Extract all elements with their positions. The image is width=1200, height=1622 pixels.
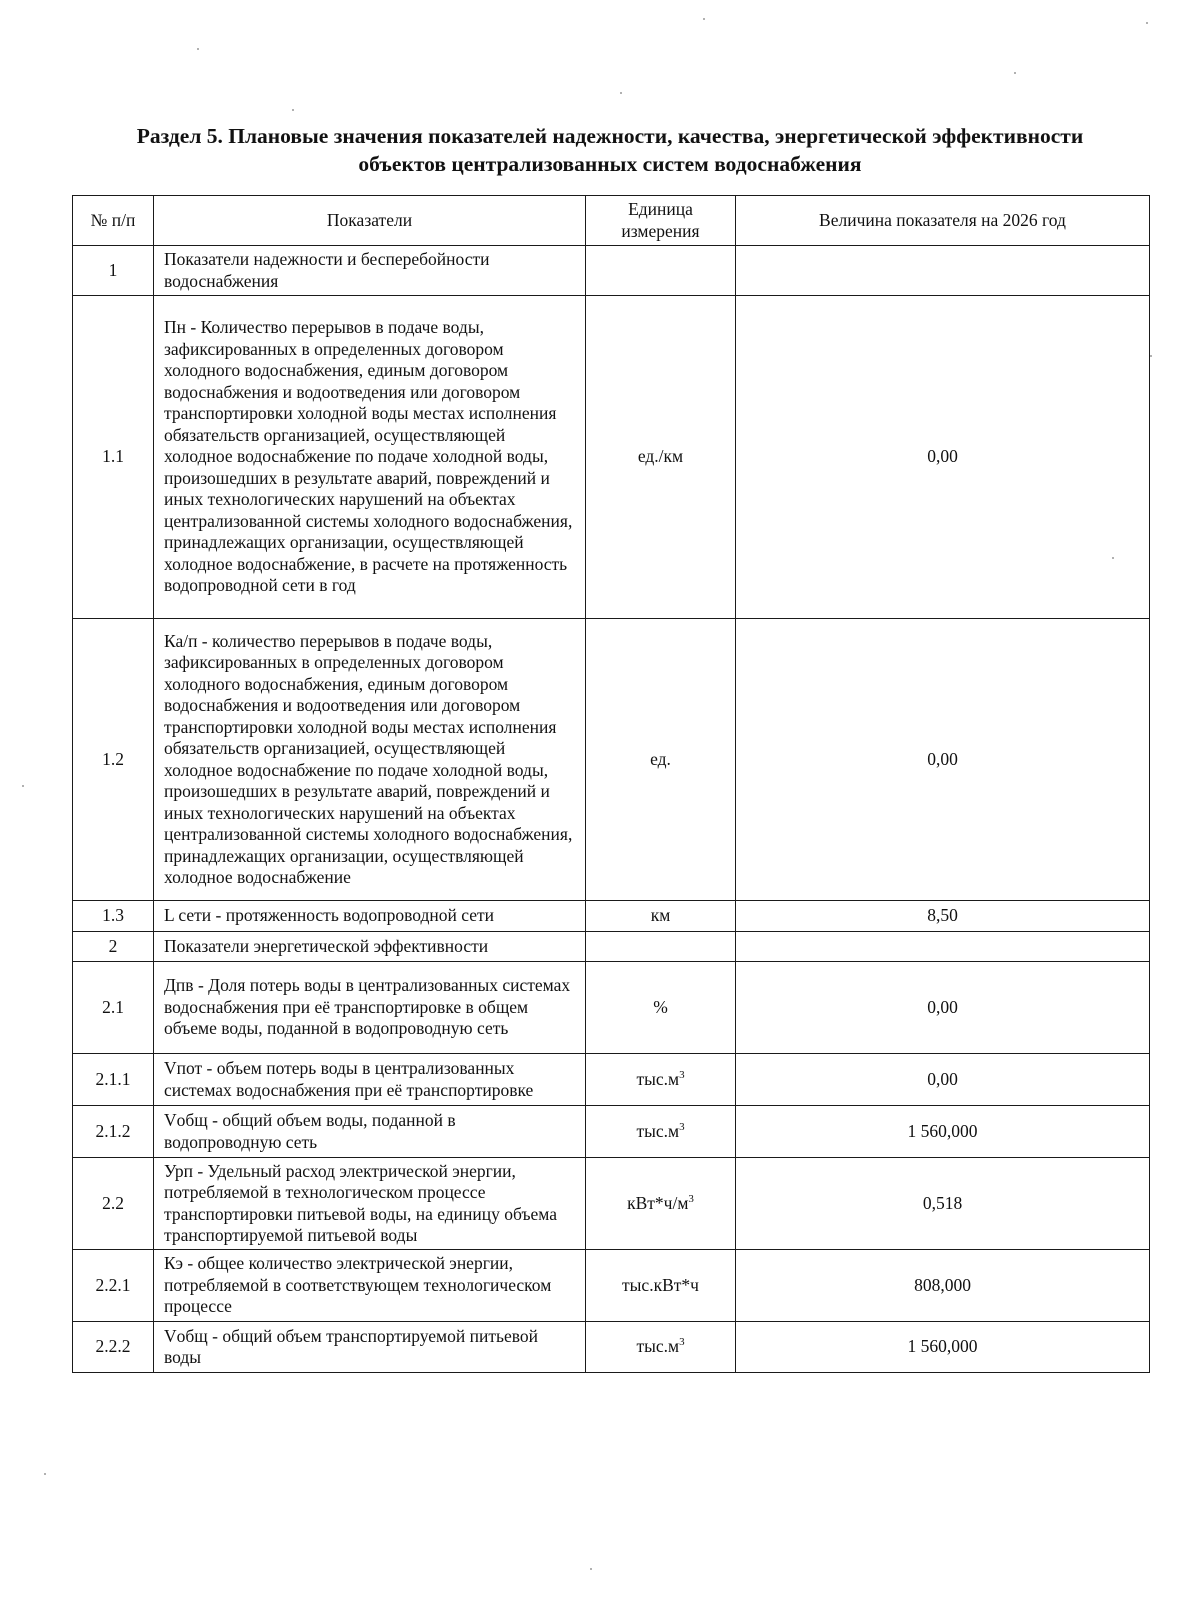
header-num: № п/п xyxy=(73,196,154,246)
row-unit xyxy=(586,1054,736,1106)
table-row xyxy=(73,619,1150,901)
row-value: 808,000 xyxy=(736,1250,1150,1322)
scan-speck xyxy=(197,48,199,50)
row-value: 0,00 xyxy=(736,962,1150,1054)
unit-sup: 3 xyxy=(679,1068,685,1081)
row-value: 1 560,000 xyxy=(736,1106,1150,1158)
table-row xyxy=(73,932,1150,962)
header-unit xyxy=(586,196,736,246)
row-unit xyxy=(586,901,736,932)
table-row xyxy=(73,1158,1150,1250)
row-indicator: Урп - Удельный расход электрической энергии, потребляемой в технологическом процессе транспортировки питьевой воды, на единицу объема транспортируемой питьевой воды xyxy=(154,1158,586,1250)
unit-text: ед./км xyxy=(637,446,684,467)
unit-sup: 3 xyxy=(688,1192,694,1205)
row-num: 2.2.2 xyxy=(73,1322,154,1373)
row-num: 2.1 xyxy=(73,962,154,1054)
row-indicator: Показатели энергетической эффективности xyxy=(154,932,586,962)
row-num: 2.1.2 xyxy=(73,1106,154,1158)
row-unit xyxy=(586,932,736,962)
row-value: 1 560,000 xyxy=(736,1322,1150,1373)
row-indicator: Дпв - Доля потерь воды в централизованных системах водоснабжения при её транспортировке в общем объеме воды, поданной в водопроводную сеть xyxy=(154,962,586,1054)
scan-speck xyxy=(22,785,24,787)
table-row xyxy=(73,901,1150,932)
table-row xyxy=(73,246,1150,296)
row-value: 0,00 xyxy=(736,619,1150,901)
row-indicator: Vобщ - общий объем транспортируемой питьевой воды xyxy=(154,1322,586,1373)
unit-text: тыс.м xyxy=(636,1336,680,1357)
scan-speck xyxy=(703,18,705,20)
row-value: 0,00 xyxy=(736,1054,1150,1106)
header-value: Величина показателя на 2026 год xyxy=(736,196,1150,246)
table-row xyxy=(73,1054,1150,1106)
scan-speck xyxy=(620,92,622,94)
scan-speck xyxy=(44,1473,46,1475)
row-value: 8,50 xyxy=(736,901,1150,932)
row-indicator: Ка/п - количество перерывов в подаче воды, зафиксированных в определенных договором холодного водоснабжения, единым договором водоснабжения и водоотведения или договором транспортировки холодной воды местах исполнения обязательств организацией, осуществляющей холодное водоснабжение по подаче холодной воды, произошедших в результате аварий, повреждений и иных технологических нарушений на объектах централизованной системы холодного водоснабжения, принадлежащих организации, осуществляющей холодное водоснабжение xyxy=(154,619,586,901)
row-unit xyxy=(586,1158,736,1250)
unit-text: км xyxy=(650,905,671,926)
row-num: 1.1 xyxy=(73,296,154,619)
row-unit xyxy=(586,246,736,296)
unit-text: тыс.кВт*ч xyxy=(622,1274,699,1295)
table-row xyxy=(73,962,1150,1054)
row-indicator: Vпот - объем потерь воды в централизованных системах водоснабжения при её транспортировке xyxy=(154,1054,586,1106)
row-num: 2 xyxy=(73,932,154,962)
unit-sup: 3 xyxy=(679,1120,685,1133)
table-row xyxy=(73,1322,1150,1373)
row-value xyxy=(736,246,1150,296)
header-unit-line-1: Единица xyxy=(628,199,693,219)
title-line-2: объектов централизованных систем водоснабжения xyxy=(358,152,862,176)
header-unit-line-2: измерения xyxy=(621,220,700,241)
row-indicator: Пн - Количество перерывов в подаче воды, зафиксированных в определенных договором холодного водоснабжения, единым договором водоснабжения и водоотведения или договором транспортировки холодной воды местах исполнения обязательств организацией, осуществляющей холодное водоснабжение по подаче холодной воды, произошедших в результате аварий, повреждений и иных технологических нарушений на объектах централизованной системы холодного водоснабжения, принадлежащих организации, осуществляющей холодное водоснабжение, в расчете на протяженность водопроводной сети в год xyxy=(154,296,586,619)
header-indicator: Показатели xyxy=(154,196,586,246)
unit-text: кВт*ч/м xyxy=(627,1192,689,1213)
row-indicator: Кэ - общее количество электрической энергии, потребляемой в соответствующем технологическом процессе xyxy=(154,1250,586,1322)
row-indicator: L сети - протяженность водопроводной сети xyxy=(154,901,586,932)
row-unit xyxy=(586,1322,736,1373)
row-num: 2.2 xyxy=(73,1158,154,1250)
table-header-row xyxy=(73,196,1150,246)
row-unit xyxy=(586,296,736,619)
row-num: 1.2 xyxy=(73,619,154,901)
table-row xyxy=(73,296,1150,619)
row-num: 1.3 xyxy=(73,901,154,932)
unit-text: % xyxy=(653,996,668,1017)
scan-speck xyxy=(590,1568,592,1570)
unit-text: тыс.м xyxy=(636,1068,680,1089)
scan-speck xyxy=(1150,355,1152,357)
table-row xyxy=(73,1250,1150,1322)
row-unit xyxy=(586,619,736,901)
scan-speck xyxy=(292,109,294,111)
row-num: 2.1.1 xyxy=(73,1054,154,1106)
row-value: 0,518 xyxy=(736,1158,1150,1250)
unit-text: тыс.м xyxy=(636,1120,680,1141)
scan-speck xyxy=(1014,72,1016,74)
title-line-1: Раздел 5. Плановые значения показателей надежности, качества, энергетической эффективности xyxy=(136,124,1084,148)
page-title xyxy=(60,122,1160,178)
row-unit xyxy=(586,962,736,1054)
row-unit xyxy=(586,1250,736,1322)
row-indicator: Показатели надежности и бесперебойности водоснабжения xyxy=(154,246,586,296)
row-value xyxy=(736,932,1150,962)
row-value: 0,00 xyxy=(736,296,1150,619)
table-row xyxy=(73,1106,1150,1158)
unit-sup: 3 xyxy=(679,1336,685,1349)
row-num: 1 xyxy=(73,246,154,296)
scan-speck xyxy=(1112,557,1114,559)
row-num: 2.2.1 xyxy=(73,1250,154,1322)
indicators-table xyxy=(72,195,1150,1373)
row-unit xyxy=(586,1106,736,1158)
unit-text: ед. xyxy=(650,748,671,769)
scan-speck xyxy=(1146,22,1148,24)
row-indicator: Vобщ - общий объем воды, поданной в водопроводную сеть xyxy=(154,1106,586,1158)
